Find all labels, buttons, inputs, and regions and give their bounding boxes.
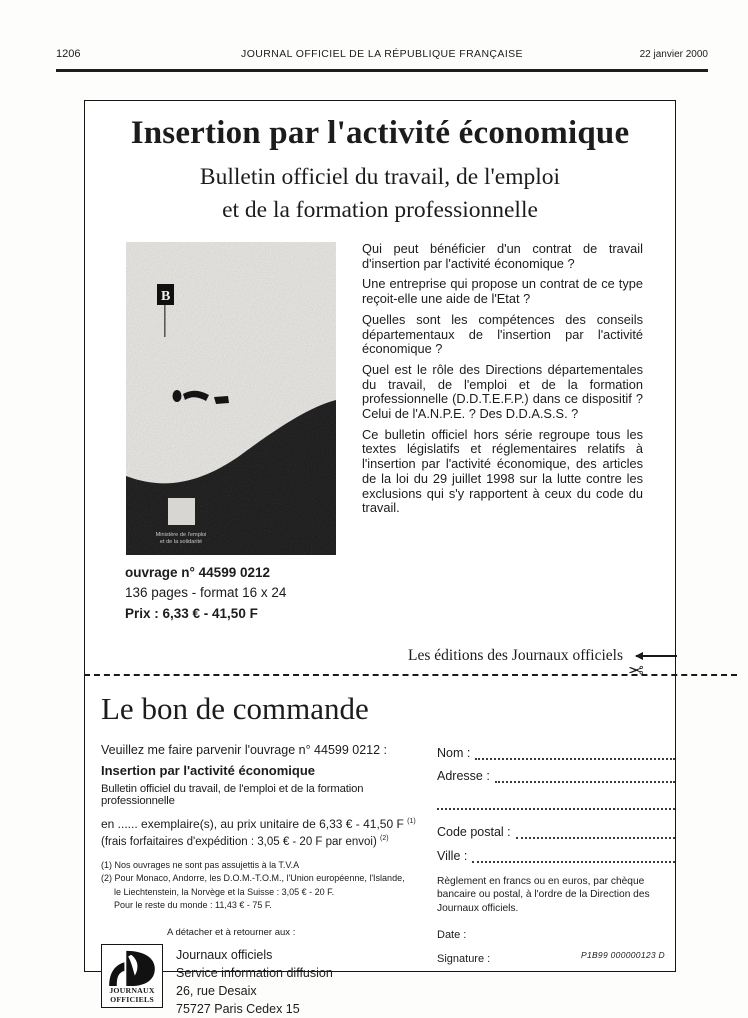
detach-instruction: A détacher et à retourner aux : [167,926,296,938]
ad-paragraph: Quel est le rôle des Directions départementales du travail, de l'emploi et de la formation professionnelle (D.D.T.E.F.P.) dans ce dispositif ? Celui de l'A.N.P.E. ? Des D.D.A.S.S. ? [362,361,643,422]
jo-logo-line2: OFFICIELS [110,994,154,1004]
jo-logo-mark [105,949,159,987]
header-rule [56,69,708,72]
left-arrow-icon [631,651,677,661]
field-ville-label: Ville : [437,848,468,863]
signature-label: Signature : [437,952,491,965]
field-adresse [437,769,675,784]
footnote-line: le Liechtenstein, la Norvège et la Suisse : 3,05 € - 20 F. [114,886,335,897]
field-nom-label: Nom : [437,745,471,760]
field-nom [437,745,675,760]
publisher-block [101,944,436,1018]
order-intro: Veuillez me faire parvenir l'ouvrage n° 44599 0212 : [101,743,388,757]
address-line: 75727 Paris Cedex 15 [176,1002,300,1017]
order-form-left-column [101,743,436,1018]
ad-paragraph: Qui peut bénéficier d'un contrat de travail d'insertion par l'activité économique ? [362,241,643,271]
ad-paragraph: Une entreprise qui propose un contrat de ce type reçoit-elle une aide de l'Etat ? [362,276,643,307]
field-code-postal-label: Code postal : [437,825,511,839]
field-code-postal-line [516,825,675,840]
order-form-heading: Le bon de commande [101,691,369,726]
jo-logo-line1: JOURNAUX [109,985,155,995]
ad-title: Insertion par l'activité économique [130,115,630,151]
order-book-title: Insertion par l'activité économique [101,763,316,778]
footnote-line: (2) Pour Monaco, Andorre, les D.O.M.-T.O.M., l'Union européenne, l'Islande, [101,873,405,884]
ouvrage-pages: 136 pages - format 16 x 24 [125,585,287,601]
ad-subtitle-line1: Bulletin officiel du travail, de l'emploi [199,164,561,190]
field-adresse-label: Adresse : [437,769,490,783]
footnotes [101,859,436,913]
footnote2-ref: (2) [379,835,389,842]
book-cover-art [126,242,336,555]
field-code-postal [437,825,675,840]
cover-logo-square [168,498,195,525]
ad-subtitle [85,161,675,228]
ouvrage-block [125,563,286,624]
field-nom-line [475,745,675,760]
ouvrage-reference: ouvrage n° 44599 0212 [125,565,270,580]
ad-frame [84,100,676,1017]
return-address [176,944,333,1018]
print-code: P1B99 000000123 D [580,950,665,960]
order-shipping-text: (frais forfaitaires d'expédition : 3,05 € - 20 F par envoi) [101,835,377,848]
field-ville-line [472,848,675,863]
journal-title: JOURNAL OFFICIEL DE LA RÉPUBLIQUE FRANÇAISE [241,48,523,60]
scissors-icon: ✂ [628,661,644,682]
field-adresse-line2 [437,795,675,810]
footnote-line: Pour le reste du monde : 11,43 € - 75 F. [114,900,272,911]
editions-label: Les éditions des Journaux officiels [408,647,623,664]
ad-description [362,242,643,522]
issue-date: 22 janvier 2000 [639,49,708,60]
order-shipping-line [101,835,436,848]
cover-flag-letter: B [161,289,171,304]
field-adresse-line [495,769,675,784]
ouvrage-price: Prix : 6,33 € - 41,50 F [125,605,258,621]
page-number: 1206 [56,48,81,60]
cover-publisher-line1: Ministère de l'emploi [155,532,207,538]
order-book-subtitle: Bulletin officiel du travail, de l'emploi et de la formation professionnelle [101,783,364,807]
date-label: Date : [437,928,467,941]
address-line: 26, rue Desaix [176,984,257,999]
page-header [56,48,708,60]
address-line: Service information diffusion [176,965,333,980]
journaux-officiels-logo [101,944,163,1008]
field-ville [437,848,675,863]
order-quantity-text: en ...... exemplaire(s), au prix unitaire de 6,33 € - 41,50 F [101,817,404,831]
ad-subtitle-line2: et de la formation professionnelle [222,197,538,224]
book-cover-image [126,242,336,555]
ad-paragraph: Quelles sont les compétences des conseils départementaux de l'insertion par l'activité économique ? [362,311,643,357]
address-line: Journaux officiels [176,947,273,962]
footnote-line: (1) Nos ouvrages ne sont pas assujettis à la T.V.A [101,859,300,870]
footnote1-ref: (1) [407,818,416,825]
cover-publisher-line2: et de la solidarité [159,539,203,545]
payment-note: Règlement en francs ou en euros, par chèque bancaire ou postal, à l'ordre de la Direction des Journaux officiels. [437,875,650,915]
order-quantity-line [101,817,436,831]
order-form-fields [437,743,675,965]
ad-paragraph: Ce bulletin officiel hors série regroupe tous les textes législatifs et réglementaires relatifs à l'insertion par l'activité économique, des articles de la loi du 29 juillet 1998 sur la lutte contre les exclusions qui s'y rapportent à ceux du code du travail. [362,426,643,516]
field-adresse-line2-rule [437,795,675,810]
